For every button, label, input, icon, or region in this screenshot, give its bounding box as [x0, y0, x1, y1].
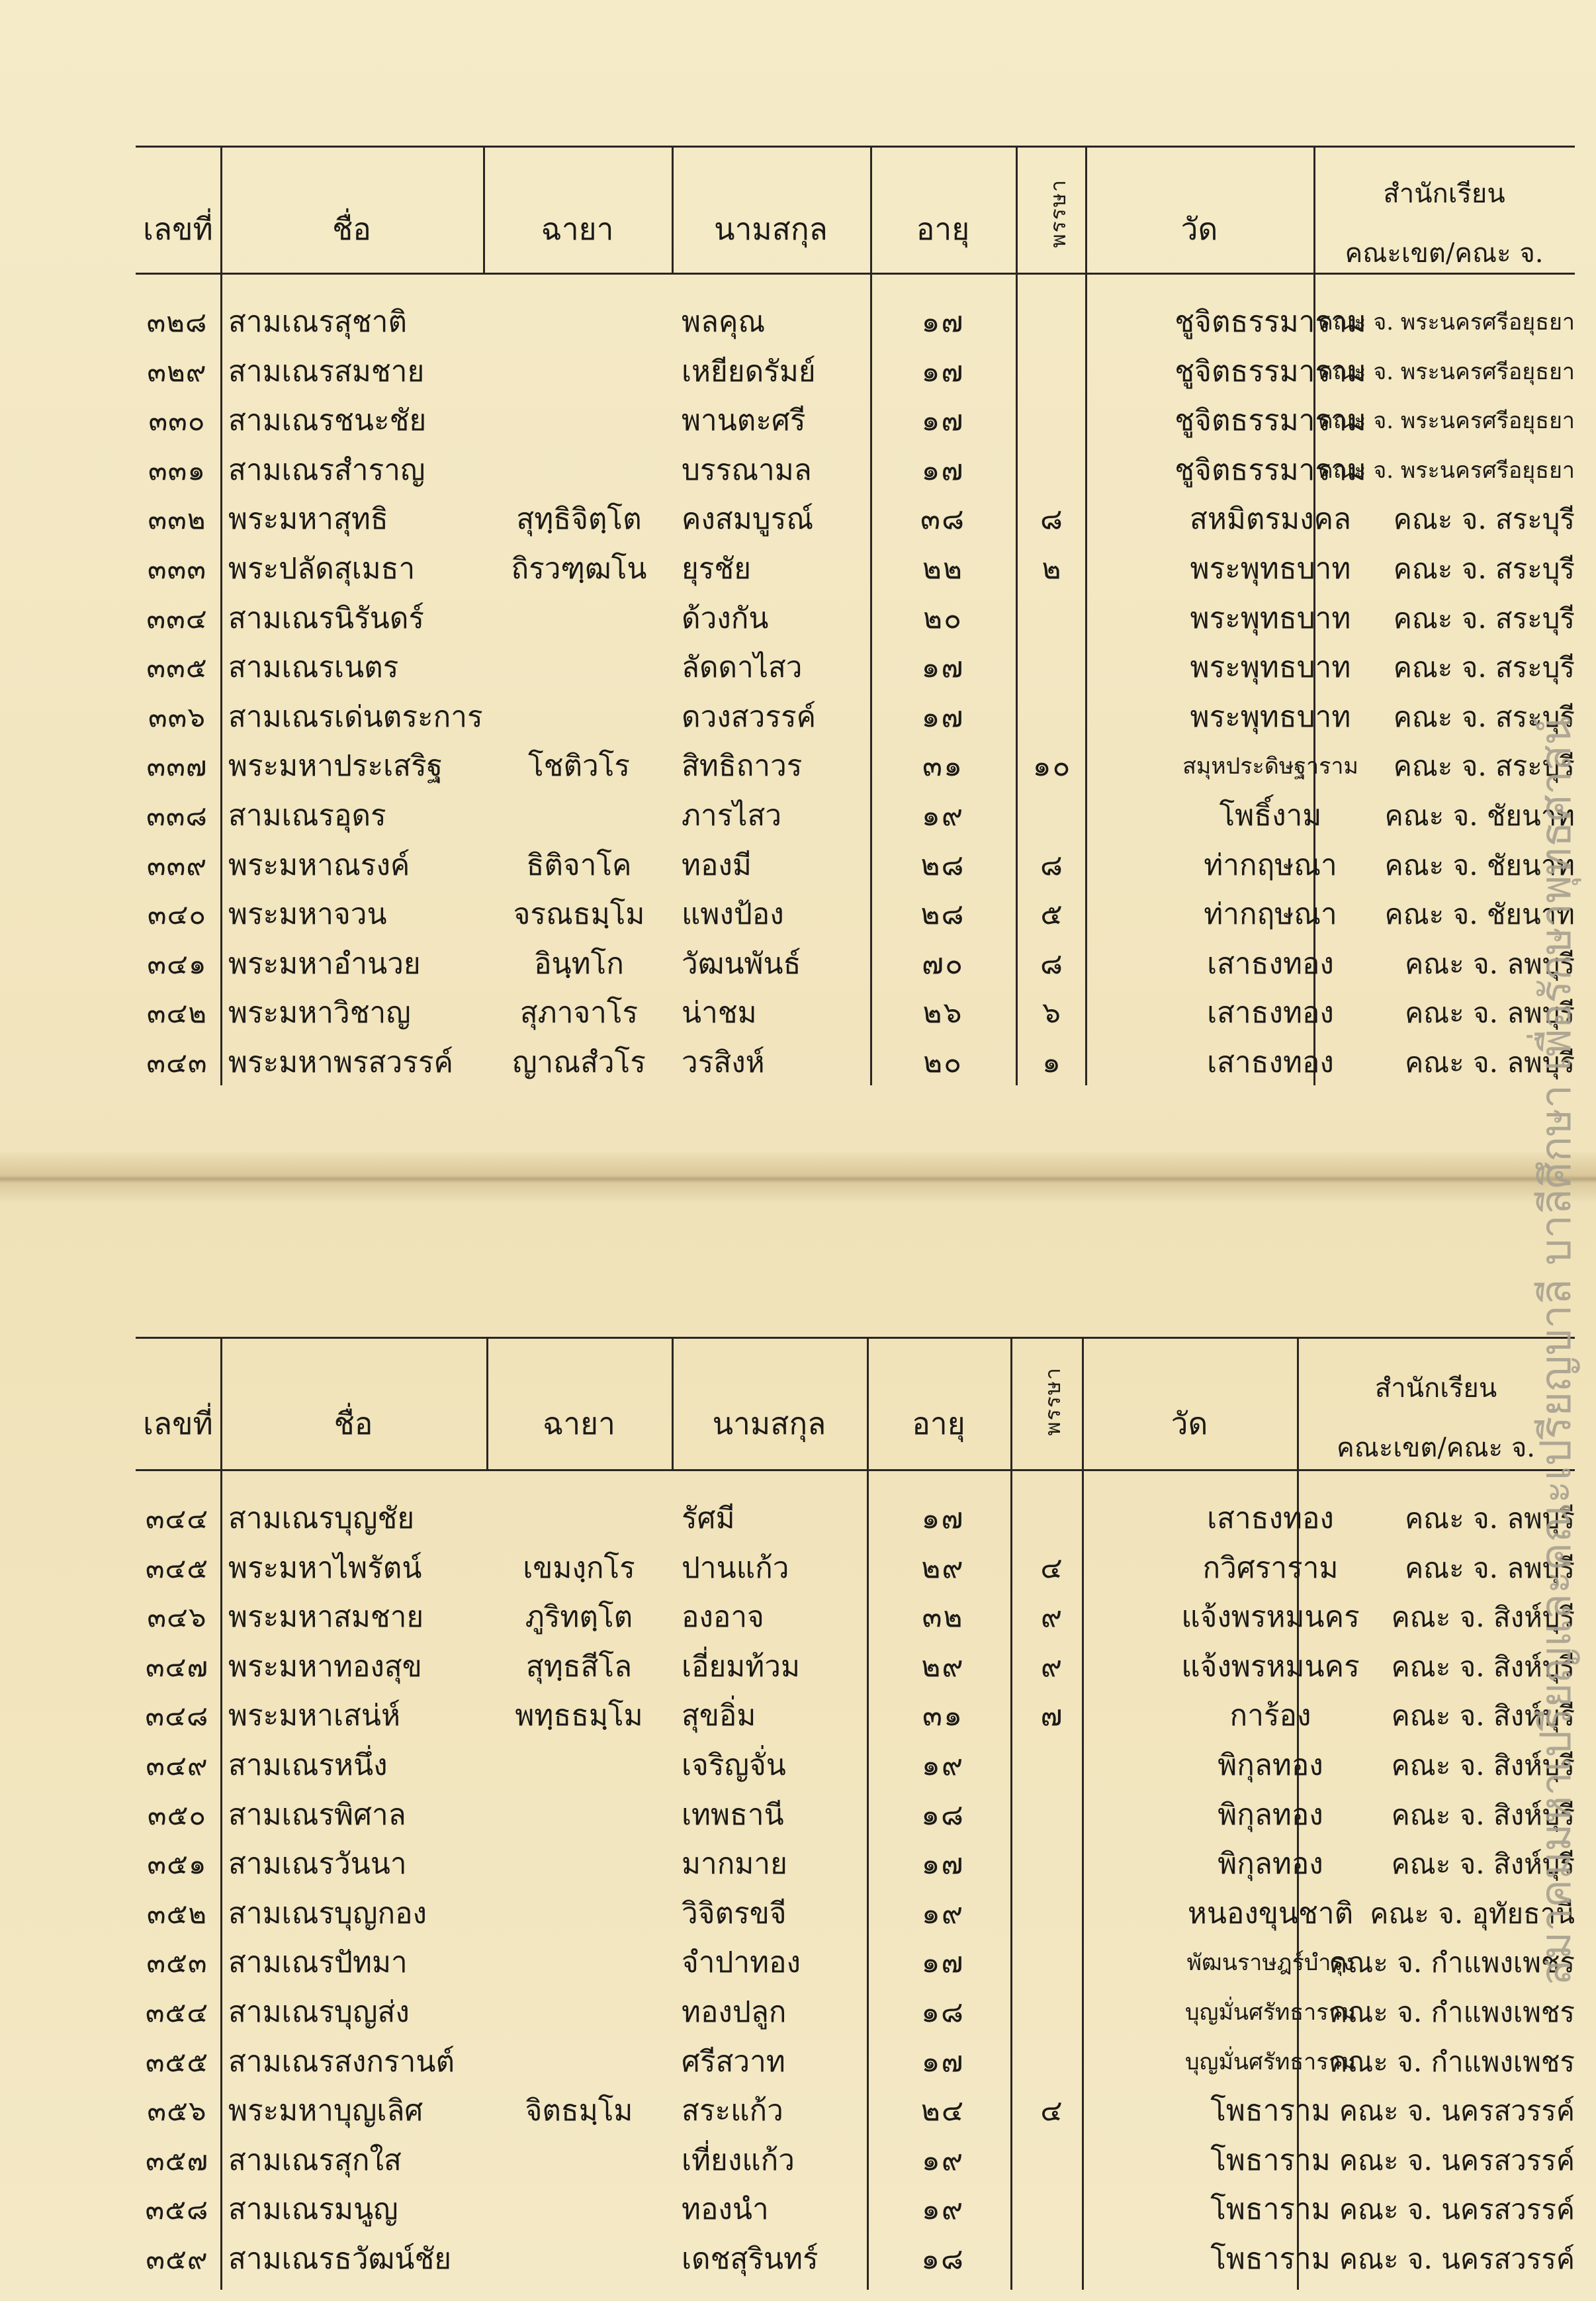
row-surname: เจริญจั่น	[682, 1748, 786, 1782]
header-office-line1: สำนักเรียน	[1383, 179, 1505, 209]
row-age: ๑๙	[921, 2192, 965, 2227]
row-office: คณะ จ. สระบุรี	[1393, 503, 1575, 536]
header-pansa: พรรษา	[1040, 1367, 1065, 1436]
row-number: ๓๔๕	[145, 1551, 209, 1584]
row-wat: บุญมั่นศรัทธาราม	[1184, 2048, 1356, 2075]
row-wat: เสาธงทอง	[1207, 996, 1334, 1030]
row-pansa: ๔	[1040, 1551, 1064, 1585]
header-name: ชื่อ	[333, 1406, 373, 1441]
row-chaya: ธิติจาโค	[526, 848, 632, 882]
row-name: สามเณรชนะชัย	[228, 404, 427, 438]
table-row	[136, 742, 1575, 791]
row-age: ๒๙	[921, 1649, 965, 1684]
row-number: ๓๕๒	[146, 1897, 208, 1930]
row-chaya: จิตธมฺโม	[525, 2094, 633, 2128]
row-office: คณะ จ. ลพบุรี	[1405, 1551, 1575, 1584]
top-table	[136, 146, 1575, 1085]
row-number: ๓๔๘	[145, 1699, 209, 1733]
header-age: อายุ	[916, 211, 970, 247]
row-pansa: ๘	[1040, 848, 1064, 882]
row-office: คณะ จ. สิงห์บุรี	[1391, 1650, 1575, 1683]
table-row	[136, 890, 1575, 939]
row-name: สามเณรบุญกอง	[228, 1896, 427, 1930]
row-number: ๓๓๘	[146, 799, 208, 832]
row-wat: โพธิ์งาม	[1219, 799, 1322, 833]
row-surname: บรรณามล	[682, 453, 812, 487]
row-wat: โพธาราม	[1210, 2143, 1331, 2177]
row-surname: ทองมี	[682, 848, 752, 882]
row-wat: เสาธงทอง	[1207, 1502, 1334, 1535]
row-pansa: ๗	[1040, 1699, 1064, 1733]
table-row	[136, 693, 1575, 742]
header-surname: นามสกุล	[712, 1406, 826, 1441]
row-number: ๓๕๓	[146, 1946, 208, 1979]
row-name: พระมหาอำนวย	[228, 946, 421, 981]
row-wat: เสาธงทอง	[1207, 946, 1334, 981]
row-age: ๒๙	[921, 1551, 965, 1585]
row-surname: รัศมี	[682, 1502, 735, 1535]
page-fold	[0, 1151, 1596, 1204]
row-office: คณะ จ. สิงห์บุรี	[1391, 1749, 1575, 1782]
row-age: ๑๗	[921, 453, 965, 487]
row-surname: สิทธิถาวร	[682, 749, 803, 784]
header-chaya: ฉายา	[543, 1406, 615, 1441]
row-name: พระมหาประเสริฐ	[228, 749, 443, 784]
row-age: ๗๐	[922, 946, 964, 981]
bottom-table	[136, 1337, 1575, 2290]
row-chaya: เขมงฺกโร	[523, 1551, 635, 1585]
row-number: ๓๓๓	[147, 553, 207, 585]
row-office: คณะ จ. สิงห์บุรี	[1391, 1798, 1575, 1831]
row-age: ๑๗	[921, 404, 965, 438]
row-name: สามเณรอุดร	[228, 799, 386, 833]
row-pansa: ๘	[1040, 502, 1064, 537]
row-wat: บุญมั่นศรัทธาราม	[1184, 1999, 1356, 2026]
row-surname: ทองนำ	[682, 2192, 769, 2227]
row-number: ๓๒๙	[147, 355, 207, 388]
row-surname: พลคุณ	[682, 305, 766, 339]
table-row	[136, 347, 1575, 396]
row-surname: ศรีสวาท	[682, 2044, 785, 2079]
row-age: ๒๐	[923, 601, 963, 635]
row-surname: คงสมบูรณ์	[682, 502, 814, 537]
header-office-line2: คณะเขต/คณะ จ.	[1336, 1433, 1536, 1463]
row-wat: เสาธงทอง	[1207, 1046, 1334, 1079]
table-row	[136, 2235, 1575, 2284]
header-surname: นามสกุล	[714, 211, 828, 247]
row-name: สามเณรสุกใส	[228, 2143, 402, 2177]
row-wat: พิกุลทอง	[1218, 1797, 1323, 1832]
row-number: ๓๔๔	[145, 1502, 209, 1535]
row-number: ๓๔๗	[145, 1650, 209, 1683]
row-office: คณะ จ. สระบุรี	[1393, 750, 1575, 783]
header-office-line1: สำนักเรียน	[1374, 1373, 1497, 1404]
row-office: คณะ จ. อุทัยธานี	[1370, 1897, 1575, 1930]
row-surname: ด้วงกัน	[682, 601, 769, 635]
row-wat: กวิศราราม	[1202, 1551, 1339, 1585]
row-wat: สมุหประดิษฐาราม	[1182, 753, 1358, 780]
table-row	[136, 791, 1575, 840]
header-chaya: ฉายา	[541, 211, 614, 247]
row-age: ๑๘	[921, 1797, 965, 1832]
row-name: สามเณรพิศาล	[228, 1797, 406, 1832]
row-wat: พิกุลทอง	[1218, 1748, 1323, 1782]
row-number: ๓๓๗	[146, 750, 208, 783]
table-row	[136, 2038, 1575, 2087]
row-age: ๒๐	[923, 1046, 963, 1079]
row-name: พระมหาพรสวรรค์	[228, 1046, 453, 1079]
row-age: ๑๙	[921, 2143, 965, 2177]
row-wat: สหมิตรมงคล	[1190, 502, 1351, 537]
row-age: ๑๘	[921, 1995, 965, 2029]
row-age: ๑๗	[921, 354, 965, 388]
header-no: เลขที่	[143, 211, 213, 247]
table-row	[136, 1544, 1575, 1593]
row-wat: การ้อง	[1229, 1699, 1311, 1733]
row-name: สามเณรวันนา	[228, 1847, 407, 1881]
row-age: ๒๒	[922, 552, 963, 586]
row-office: คณะ จ. ชัยนาท	[1384, 848, 1575, 881]
row-chaya: ญาณสํวโร	[512, 1046, 646, 1079]
row-pansa: ๙	[1040, 1649, 1064, 1684]
bottom-page	[0, 1204, 1596, 2301]
row-number: ๓๔๙	[146, 1749, 208, 1782]
row-age: ๑๗	[921, 2044, 965, 2079]
row-surname: มากมาย	[682, 1847, 787, 1881]
row-wat: โพธาราม	[1210, 2192, 1331, 2227]
row-surname: วิจิตรขจี	[682, 1896, 787, 1930]
row-age: ๑๘	[921, 2242, 965, 2276]
row-number: ๓๕๑	[147, 1848, 207, 1881]
row-name: พระมหาไพรัตน์	[228, 1551, 422, 1585]
row-wat: พัฒนราษฎร์บำรุง	[1186, 1950, 1354, 1977]
table-row	[136, 940, 1575, 989]
row-office: คณะ จ. นครสวรรค์	[1339, 2095, 1575, 2128]
table-row	[136, 1692, 1575, 1740]
row-surname: จำปาทอง	[682, 1946, 801, 1980]
row-number: ๓๓๙	[146, 848, 208, 881]
row-pansa: ๖	[1042, 996, 1062, 1030]
row-office: คณะ จ. พระนครศรีอยุธยา	[1317, 457, 1575, 484]
row-name: สามเณรบุญส่ง	[228, 1995, 410, 2029]
row-pansa: ๘	[1040, 946, 1064, 981]
row-surname: วรสิงห์	[682, 1046, 765, 1079]
row-wat: โพธาราม	[1210, 2094, 1331, 2128]
row-name: พระปลัดสุเมธา	[228, 552, 416, 586]
row-wat: หนองขุนชาติ	[1187, 1896, 1354, 1930]
row-age: ๑๗	[921, 651, 965, 685]
table-row	[136, 643, 1575, 692]
table-row	[136, 1938, 1575, 1987]
row-number: ๓๕๕	[145, 2045, 209, 2078]
row-pansa: ๙	[1040, 1600, 1064, 1635]
header-age: อายุ	[912, 1406, 965, 1441]
row-surname: พานตะศรี	[682, 404, 806, 438]
table-row	[136, 1889, 1575, 1938]
row-surname: เที่ยงแก้ว	[682, 2143, 795, 2177]
row-number: ๓๓๕	[146, 651, 208, 684]
row-office: คณะ จ. นครสวรรค์	[1339, 2243, 1575, 2275]
row-age: ๑๙	[921, 1896, 965, 1930]
row-number: ๓๓๐	[148, 404, 206, 437]
row-name: พระมหาสมชาย	[228, 1600, 424, 1635]
row-age: ๑๗	[921, 305, 965, 339]
row-surname: ดวงสวรรค์	[682, 699, 817, 734]
row-pansa: ๔	[1040, 2094, 1064, 2128]
row-number: ๓๔๐	[147, 898, 207, 931]
row-surname: เหยียดรัมย์	[682, 354, 816, 388]
row-pansa: ๑	[1042, 1046, 1062, 1079]
table-row	[136, 1643, 1575, 1692]
row-name: สามเณรสุชาติ	[228, 305, 408, 339]
row-surname: องอาจ	[682, 1600, 764, 1635]
row-office: คณะ จ. ชัยนาท	[1384, 898, 1575, 931]
row-wat: พระพุทธบาท	[1190, 651, 1351, 685]
row-name: สามเณรเนตร	[228, 651, 399, 685]
row-surname: สระแก้ว	[682, 2094, 783, 2128]
row-surname: แพงป้อง	[682, 897, 784, 932]
row-age: ๓๑	[922, 1699, 963, 1733]
row-age: ๑๗	[921, 699, 965, 734]
row-age: ๒๘	[920, 848, 965, 882]
row-surname: ยุรชัย	[682, 552, 752, 586]
table-row	[136, 1741, 1575, 1790]
row-wat: ท่ากฤษณา	[1204, 848, 1337, 882]
row-office: คณะ จ. สิงห์บุรี	[1391, 1601, 1575, 1634]
row-name: พระมหาจวน	[228, 897, 387, 932]
row-office: คณะ จ. สระบุรี	[1393, 553, 1575, 585]
row-surname: เดชสุรินทร์	[682, 2242, 819, 2276]
row-number: ๓๕๘	[145, 2193, 209, 2226]
header-no: เลขที่	[143, 1406, 213, 1441]
row-age: ๓๑	[922, 749, 963, 784]
table-row	[136, 2087, 1575, 2136]
row-wat: โพธาราม	[1210, 2242, 1331, 2276]
row-wat: แจ้งพรหมนคร	[1181, 1649, 1360, 1684]
row-name: สามเณรสงกรานต์	[228, 2044, 455, 2079]
row-chaya: อินฺทโก	[534, 946, 624, 981]
table-row	[136, 545, 1575, 594]
row-age: ๑๗	[921, 1502, 965, 1535]
table-row	[136, 1840, 1575, 1889]
row-surname: สุขอิ่ม	[682, 1699, 756, 1733]
row-age: ๑๙	[921, 1748, 965, 1782]
row-number: ๓๕๐	[147, 1798, 207, 1831]
row-name: พระมหาบุญเลิศ	[228, 2094, 423, 2128]
row-name: พระมหาวิชาญ	[228, 996, 411, 1030]
row-chaya: ถิรวฑฺฒโน	[511, 552, 647, 586]
row-surname: เอี่ยมท้วม	[682, 1649, 800, 1684]
table-row	[136, 989, 1575, 1038]
row-chaya: สุภาจาโร	[519, 996, 639, 1030]
table-row	[136, 495, 1575, 544]
row-surname: ลัดดาไสว	[682, 651, 803, 685]
row-name: พระมหาสุทธิ	[228, 502, 388, 537]
row-number: ๓๒๘	[146, 306, 208, 338]
row-office: คณะ จ. กำแพงเพชร	[1329, 1946, 1575, 1979]
row-age: ๑๗	[921, 1847, 965, 1881]
table-row	[136, 841, 1575, 890]
table-row	[136, 396, 1575, 445]
row-number: ๓๓๒	[148, 503, 206, 536]
row-office: คณะ จ. สระบุรี	[1393, 602, 1575, 635]
row-office: คณะ จ. ชัยนาท	[1384, 799, 1575, 832]
header-wat: วัด	[1171, 1406, 1208, 1441]
row-number: ๓๓๑	[148, 453, 206, 486]
row-chaya: สุทฺธสีโล	[525, 1649, 633, 1684]
table-row	[136, 594, 1575, 643]
row-number: ๓๓๔	[146, 602, 208, 635]
row-office: คณะ จ. สระบุรี	[1393, 700, 1575, 733]
row-number: ๓๕๔	[145, 1996, 209, 2028]
row-name: สามเณรบุญชัย	[228, 1502, 415, 1535]
table-row	[136, 2136, 1575, 2185]
row-office: คณะ จ. พระนครศรีอยุธยา	[1317, 408, 1575, 435]
row-pansa: ๑๐	[1032, 749, 1072, 784]
row-chaya: พทฺธธมฺโม	[515, 1699, 643, 1733]
row-name: สามเณรธวัฒน์ชัย	[228, 2242, 452, 2276]
row-office: คณะ จ. ลพบุรี	[1405, 997, 1575, 1030]
row-number: ๓๕๗	[145, 2143, 209, 2177]
table-row	[136, 2185, 1575, 2234]
row-age: ๑๗	[921, 1946, 965, 1980]
row-surname: เทพธานี	[682, 1797, 784, 1832]
header-office-line2: คณะเขต/คณะ จ.	[1345, 238, 1544, 269]
row-name: สามเณรเด่นตระการ	[228, 699, 483, 734]
row-wat: พระพุทธบาท	[1190, 699, 1351, 734]
row-age: ๒๖	[922, 996, 963, 1030]
row-office: คณะ จ. สระบุรี	[1393, 651, 1575, 684]
row-name: สามเณรสมชาย	[228, 354, 425, 388]
row-office: คณะ จ. พระนครศรีอยุธยา	[1317, 358, 1575, 385]
row-office: คณะ จ. ลพบุรี	[1405, 947, 1575, 980]
row-age: ๒๔	[920, 2094, 965, 2128]
row-office: คณะ จ. ลพบุรี	[1405, 1046, 1575, 1079]
row-wat: แจ้งพรหมนคร	[1181, 1600, 1360, 1635]
row-wat: ท่ากฤษณา	[1204, 897, 1337, 932]
row-age: ๒๘	[920, 897, 965, 932]
side-watermark: สมาคมมหาเปรียญและคณะเปรียญบาลี บาลีศึกษา เพื่อรักษาพุทธศาสน์	[1532, 715, 1581, 1985]
row-wat: ชูจิตธรรมาราม	[1175, 453, 1366, 487]
row-chaya: จรณธมฺโม	[513, 897, 645, 932]
table-row	[136, 1791, 1575, 1840]
row-number: ๓๔๓	[146, 1046, 208, 1079]
row-chaya: ภูริทตฺโต	[525, 1600, 633, 1635]
row-number: ๓๔๖	[147, 1601, 207, 1634]
table-row	[136, 1038, 1575, 1087]
row-surname: ภารไสว	[682, 799, 782, 833]
row-number: ๓๔๑	[147, 947, 207, 980]
row-wat: ชูจิตธรรมาราม	[1175, 404, 1366, 438]
row-surname: ทองปลูก	[682, 1995, 787, 2029]
row-chaya: โชติวโร	[527, 749, 631, 784]
table-row	[136, 1593, 1575, 1642]
row-name: พระมหาณรงค์	[228, 848, 410, 882]
row-name: พระมหาทองสุข	[228, 1649, 422, 1684]
table-row	[136, 298, 1575, 347]
row-office: คณะ จ. กำแพงเพชร	[1329, 1996, 1575, 2028]
row-office: คณะ จ. พระนครศรีอยุธยา	[1317, 309, 1575, 336]
table-row	[136, 1494, 1575, 1543]
row-office: คณะ จ. ลพบุรี	[1405, 1502, 1575, 1535]
row-pansa: ๒	[1042, 552, 1063, 586]
row-name: สามเณรหนึ่ง	[228, 1748, 388, 1782]
row-name: สามเณรปัทมา	[228, 1946, 408, 1980]
row-age: ๓๒	[922, 1600, 964, 1635]
row-surname: วัฒนพันธ์	[682, 946, 801, 981]
row-number: ๓๓๖	[148, 700, 206, 733]
table-row	[136, 446, 1575, 495]
row-office: คณะ จ. กำแพงเพชร	[1329, 2045, 1575, 2078]
header-wat: วัด	[1180, 211, 1218, 247]
row-age: ๑๙	[921, 799, 965, 833]
row-office: คณะ จ. นครสวรรค์	[1339, 2143, 1575, 2177]
row-wat: ชูจิตธรรมาราม	[1175, 354, 1366, 388]
row-number: ๓๕๙	[146, 2243, 208, 2275]
row-number: ๓๔๒	[146, 997, 208, 1030]
row-office: คณะ จ. นครสวรรค์	[1339, 2193, 1575, 2226]
row-name: พระมหาเสน่ห์	[228, 1699, 400, 1733]
row-chaya: สุทฺธิจิตฺโต	[516, 502, 642, 537]
row-number: ๓๕๖	[147, 2095, 207, 2128]
header-name: ชื่อ	[332, 211, 371, 247]
row-wat: พระพุทธบาท	[1190, 601, 1351, 635]
row-wat: พระพุทธบาท	[1190, 552, 1351, 586]
row-name: สามเณรนิรันดร์	[228, 601, 425, 635]
row-pansa: ๕	[1040, 897, 1064, 932]
row-surname: น่าชม	[682, 996, 757, 1030]
row-wat: พิกุลทอง	[1218, 1847, 1323, 1881]
row-wat: ชูจิตธรรมาราม	[1175, 305, 1366, 339]
row-name: สามเณรสำราญ	[228, 453, 425, 487]
row-office: คณะ จ. สิงห์บุรี	[1391, 1699, 1575, 1733]
row-name: สามเณรมนูญ	[228, 2192, 398, 2227]
row-surname: ปานแก้ว	[682, 1551, 789, 1585]
header-pansa: พรรษา	[1045, 179, 1071, 248]
row-office: คณะ จ. สิงห์บุรี	[1391, 1848, 1575, 1881]
row-age: ๓๘	[920, 502, 966, 537]
table-row	[136, 1988, 1575, 2037]
